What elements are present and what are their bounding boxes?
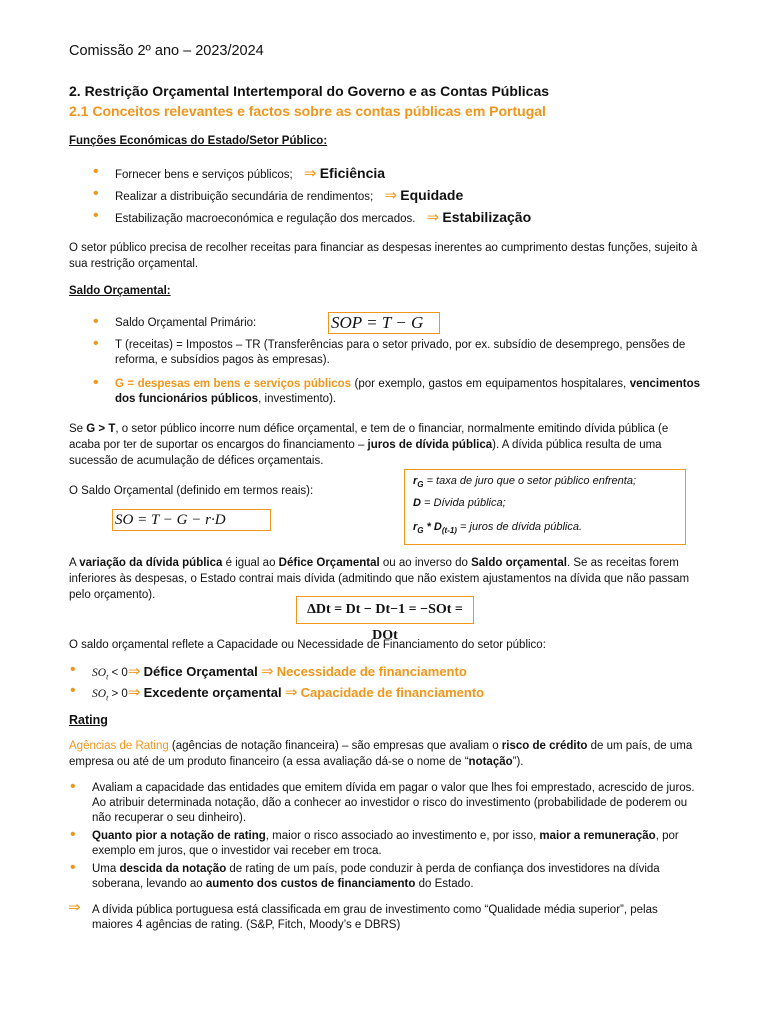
saldo-heading: Saldo Orçamental: bbox=[69, 285, 171, 297]
rating-bullet-1: • Avaliam a capacidade das entidades que emitem dívida em pagar o valor que lhes foi emprestado, acrescido de juros. Ao atribuir determinada notação, dão a conhecer ao investidor o risco do investimento (probabilidade de poderem ou não recuperar o seu dinheiro). bbox=[70, 778, 695, 824]
function-item-1: • Fornecer bens e serviços públicos; ⇒ Eficiência bbox=[93, 163, 386, 182]
section-title: 2. Restrição Orçamental Intertemporal do Governo e as Contas Públicas bbox=[69, 83, 550, 99]
rating-intro: Agências de Rating (agências de notação financeira) – são empresas que avaliam o risco de crédito de um país, de uma empresa ou até de um produto financeiro (a essa avaliação dá-se o nome de “notação”). bbox=[69, 740, 693, 768]
sop-item: • Saldo Orçamental Primário: bbox=[93, 313, 257, 330]
arrow-right-icon: ⇒ bbox=[426, 209, 440, 226]
bullet-icon: • bbox=[70, 826, 76, 843]
definitions-box bbox=[404, 469, 686, 545]
g-definition: • G = despesas em bens e serviços públicos (por exemplo, gastos em equipamentos hospitalares, vencimentos dos funcionários públicos, investimento). bbox=[93, 374, 700, 405]
delta-formula: ΔDt = Dt − Dt−1 = −SOt = DOt bbox=[296, 596, 474, 624]
bullet-icon: • bbox=[70, 859, 76, 876]
page-header: Comissão 2º ano – 2023/2024 bbox=[69, 43, 264, 59]
t-definition: • T (receitas) = Impostos – TR (Transferências para o setor privado, por ex. subsídio de desemprego, pensões de reforma, e subsídios pagos às empresas). bbox=[93, 335, 686, 366]
function-item-2: • Realizar a distribuição secundária de rendimentos; ⇒ Equidade bbox=[93, 185, 464, 204]
bullet-icon: • bbox=[93, 335, 99, 352]
bullet-icon: • bbox=[70, 682, 76, 699]
subsection-title: 2.1 Conceitos relevantes e factos sobre as contas públicas em Portugal bbox=[69, 103, 546, 119]
bullet-icon: • bbox=[70, 778, 76, 795]
arrow-right-icon: ⇒ bbox=[260, 663, 274, 680]
so-formula: SO = T − G − r·D bbox=[112, 509, 271, 531]
deficit-case: • $SO_t$ < 0⇒ Défice Orçamental ⇒ Necessidade de financiamento bbox=[70, 661, 467, 682]
bullet-icon: • bbox=[93, 163, 99, 180]
function-label: Eficiência bbox=[319, 165, 386, 181]
rating-bullet-3: • Uma descida da notação de rating de um país, pode conduzir à perda de confiança dos investidores na dívida soberana, levando ao aumento dos custos de financiamento do Estado. bbox=[70, 859, 660, 890]
arrow-right-icon: ⇒ bbox=[68, 899, 81, 916]
arrow-right-icon: ⇒ bbox=[127, 663, 141, 680]
note-rg: $r_G$ = taxa de juro que o setor público enfrenta; bbox=[413, 475, 637, 490]
function-item-3: • Estabilização macroeconómica e regulação dos mercados. ⇒ Estabilização bbox=[93, 207, 532, 226]
bullet-icon: • bbox=[70, 661, 76, 678]
rating-final: ⇒ A dívida pública portuguesa está classificada em grau de investimento como “Qualidade média superior”, pelas maiores 4 agências de rating. (S&P, Fitch, Moody’s e DBRS) bbox=[68, 899, 658, 931]
surplus-case: • $SO_t$ > 0⇒ Excedente orçamental ⇒ Capacidade de financiamento bbox=[70, 682, 485, 703]
functions-heading: Funções Económicas do Estado/Setor Público: bbox=[69, 135, 328, 147]
arrow-right-icon: ⇒ bbox=[303, 165, 317, 182]
sop-formula: SOP = T − G bbox=[328, 312, 440, 334]
real-saldo-label: O Saldo Orçamental (definido em termos reais): bbox=[69, 485, 314, 497]
bullet-icon: • bbox=[93, 313, 99, 330]
note-d: D = Dívida pública; bbox=[413, 497, 506, 510]
bullet-icon: • bbox=[93, 185, 99, 202]
function-label: Equidade bbox=[400, 187, 464, 203]
deficit-paragraph: Se G > T, o setor público incorre num défice orçamental, e tem de o financiar, normalmente emitindo dívida pública (e acaba por ter de suportar os encargos do financiamento – juros de dívida pública). A dívida pública resulta de uma sucessão de acumulação de défices orçamentais. bbox=[69, 423, 669, 467]
functions-paragraph: O setor público precisa de recolher receitas para financiar as despesas inerentes ao cumprimento destas funções, sujeito à sua restrição orçamental. bbox=[69, 242, 698, 270]
reflect-paragraph: O saldo orçamental reflete a Capacidade ou Necessidade de Financiamento do setor público: bbox=[69, 639, 546, 651]
rating-heading: Rating bbox=[69, 713, 108, 727]
arrow-right-icon: ⇒ bbox=[127, 684, 141, 701]
variation-paragraph: A variação da dívida pública é igual ao Défice Orçamental ou ao inverso do Saldo orçamental. Se as receitas forem inferiores às despesas, o Estado contrai mais dívida (admitindo que não existem ajustamentos na dívida que não passam pelo orçamento). bbox=[69, 557, 690, 601]
rating-bullet-2: • Quanto pior a notação de rating, maior o risco associado ao investimento e, por isso, maior a remuneração, por exemplo em juros, que o investidor vai receber em troca. bbox=[70, 826, 679, 857]
arrow-right-icon: ⇒ bbox=[384, 187, 398, 204]
note-interest: $r_G * D_{(t-1)}$ = juros de dívida pública. bbox=[413, 521, 583, 536]
bullet-icon: • bbox=[93, 374, 99, 391]
bullet-icon: • bbox=[93, 207, 99, 224]
arrow-right-icon: ⇒ bbox=[284, 684, 298, 701]
function-label: Estabilização bbox=[442, 209, 532, 225]
